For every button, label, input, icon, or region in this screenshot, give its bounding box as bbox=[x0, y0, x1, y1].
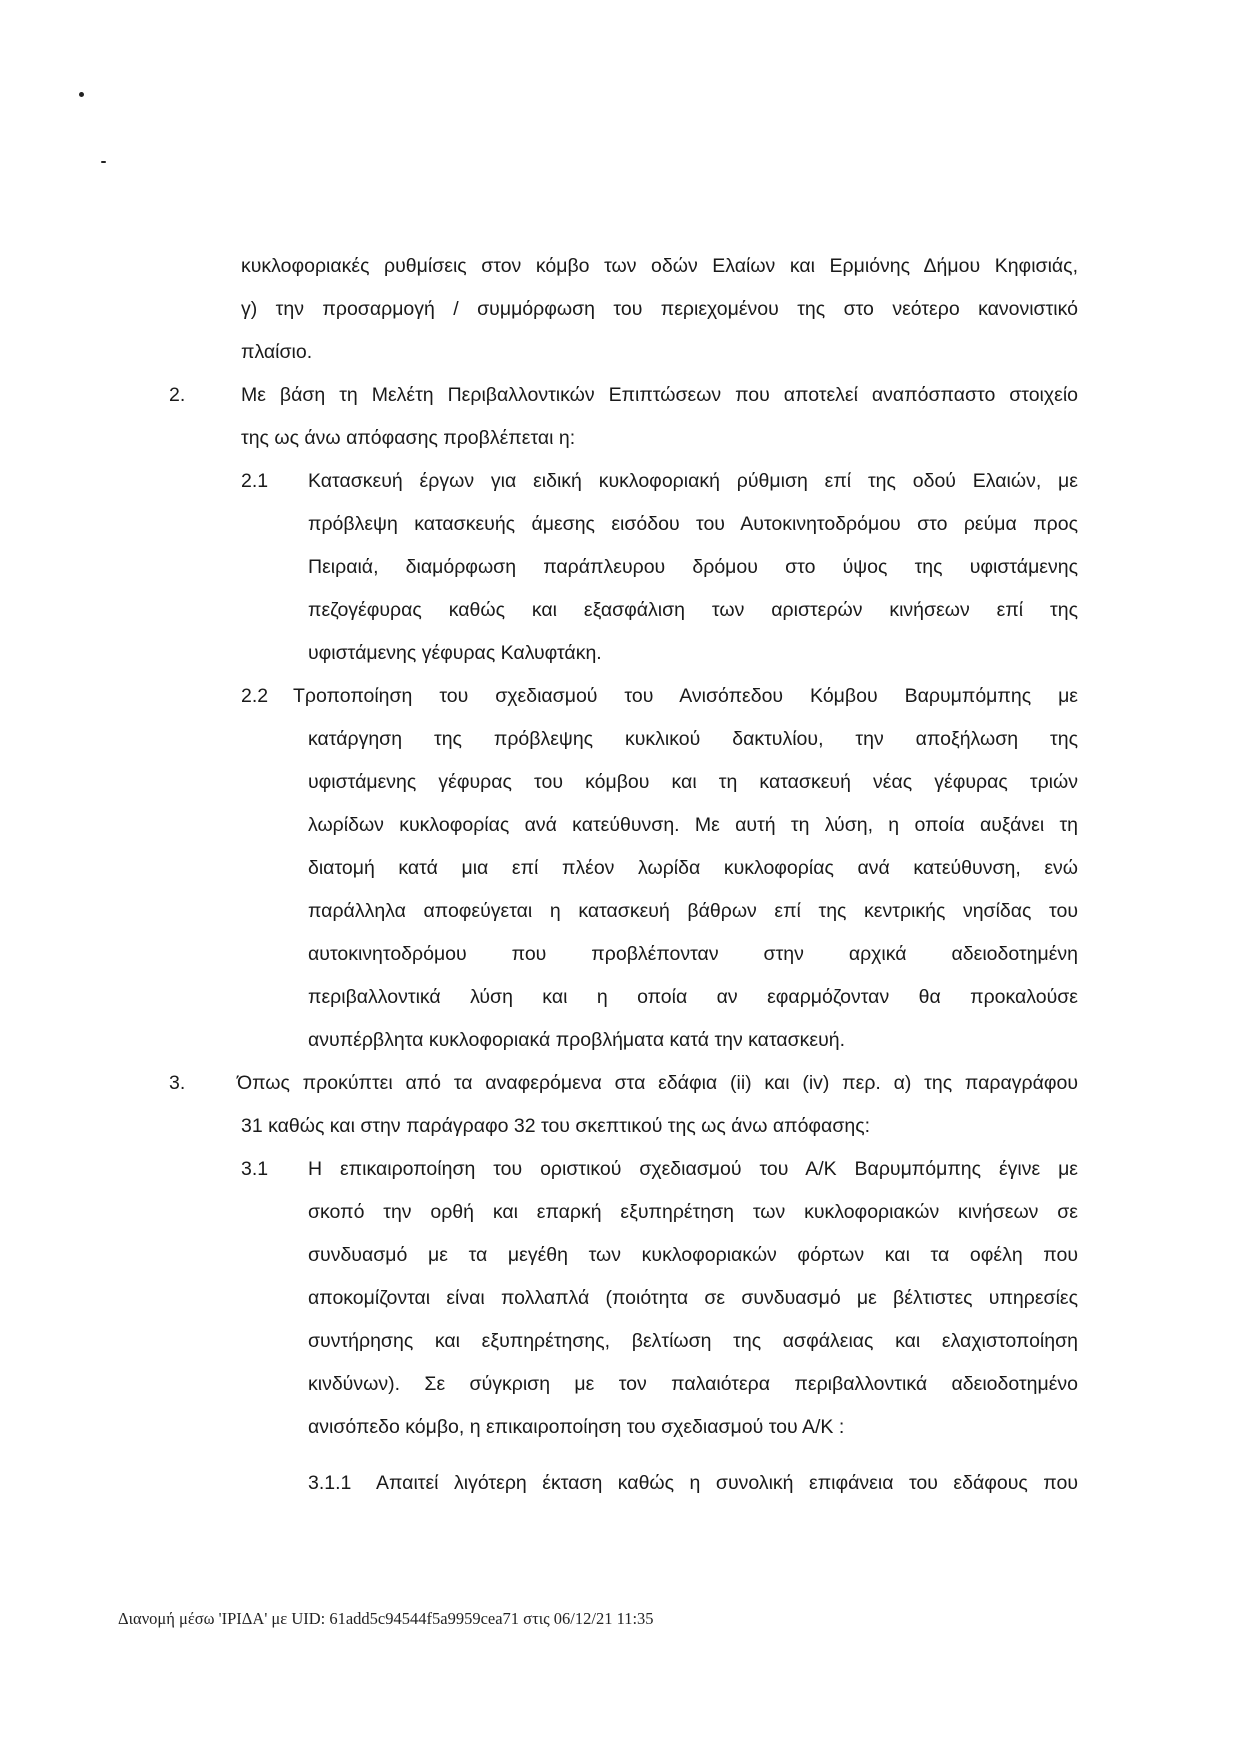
subparagraph-line: Η επικαιροποίηση του οριστικού σχεδιασμού του Α/Κ Βαρυμπόμπης έγινε με bbox=[308, 1158, 1078, 1180]
subparagraph-line: διατομή κατά μια επί πλέον λωρίδα κυκλοφορίας ανά κατεύθυνση, ενώ bbox=[308, 857, 1078, 879]
subparagraph-line: Κατασκευή έργων για ειδική κυκλοφοριακή ρύθμιση επί της οδού Ελαιών, με bbox=[308, 470, 1078, 492]
scan-speck bbox=[79, 92, 84, 97]
subparagraph-number: 3.1.1 bbox=[308, 1472, 352, 1494]
subparagraph-line: αποκομίζονται είναι πολλαπλά (ποιότητα σε συνδυασμό με βέλτιστες υπηρεσίες bbox=[308, 1287, 1078, 1309]
subparagraph-line: κινδύνων). Σε σύγκριση με τον παλαιότερα περιβαλλοντικά αδειοδοτημένο bbox=[308, 1373, 1078, 1395]
subparagraph-line: υφιστάμενης γέφυρας του κόμβου και τη κατασκευή νέας γέφυρας τριών bbox=[308, 771, 1078, 793]
intro-line: πλαίσιο. bbox=[241, 341, 313, 363]
paragraph-line: 31 καθώς και στην παράγραφο 32 του σκεπτικού της ως άνω απόφασης: bbox=[241, 1115, 871, 1137]
subparagraph-line: Πειραιά, διαμόρφωση παράπλευρου δρόμου στο ύψος της υφιστάμενης bbox=[308, 556, 1078, 578]
subparagraph-line: κατάργηση της πρόβλεψης κυκλικού δακτυλίου, την αποξήλωση της bbox=[308, 728, 1078, 750]
paragraph-line: Με βάση τη Μελέτη Περιβαλλοντικών Επιπτώσεων που αποτελεί αναπόσπαστο στοιχείο bbox=[241, 384, 1078, 406]
subparagraph-number: 2.2 bbox=[241, 685, 269, 707]
subparagraph-line: Απαιτεί λιγότερη έκταση καθώς η συνολική επιφάνεια του εδάφους που bbox=[376, 1472, 1078, 1494]
intro-line: κυκλοφοριακές ρυθμίσεις στον κόμβο των οδών Ελαίων και Ερμιόνης Δήμου Κηφισιάς, bbox=[241, 255, 1078, 277]
subparagraph-line: παράλληλα αποφεύγεται η κατασκευή βάθρων επί της κεντρικής νησίδας του bbox=[308, 900, 1078, 922]
intro-line: γ) την προσαρμογή / συμμόρφωση του περιεχομένου της στο νεότερο κανονιστικό bbox=[241, 298, 1078, 320]
distribution-footer: Διανομή μέσω 'ΙΡΙΔΑ' με UID: 61add5c94544f5a9959cea71 στις 06/12/21 11:35 bbox=[118, 1609, 654, 1628]
paragraph-number: 3. bbox=[169, 1072, 186, 1094]
subparagraph-line: σκοπό την ορθή και επαρκή εξυπηρέτηση των κυκλοφοριακών κινήσεων σε bbox=[308, 1201, 1078, 1223]
paragraph-line: της ως άνω απόφασης προβλέπεται η: bbox=[241, 427, 576, 449]
subparagraph-line: ανυπέρβλητα κυκλοφοριακά προβλήματα κατά την κατασκευή. bbox=[308, 1029, 846, 1051]
scan-speck bbox=[101, 161, 106, 163]
subparagraph-line: συντήρησης και εξυπηρέτησης, βελτίωση της ασφάλειας και ελαχιστοποίηση bbox=[308, 1330, 1078, 1352]
subparagraph-line: Τροποποίηση του σχεδιασμού του Ανισόπεδου Κόμβου Βαρυμπόμπης με bbox=[293, 685, 1078, 707]
subparagraph-line: πρόβλεψη κατασκευής άμεσης εισόδου του Αυτοκινητοδρόμου στο ρεύμα προς bbox=[308, 513, 1078, 535]
subparagraph-line: υφιστάμενης γέφυρας Καλυφτάκη. bbox=[308, 642, 602, 664]
subparagraph-line: περιβαλλοντικά λύση και η οποία αν εφαρμόζονταν θα προκαλούσε bbox=[308, 986, 1078, 1008]
subparagraph-line: συνδυασμό με τα μεγέθη των κυκλοφοριακών φόρτων και τα οφέλη που bbox=[308, 1244, 1078, 1266]
paragraph-line: Όπως προκύπτει από τα αναφερόμενα στα εδάφια (ii) και (iv) περ. α) της παραγράφου bbox=[237, 1072, 1078, 1094]
subparagraph-number: 2.1 bbox=[241, 470, 269, 492]
subparagraph-line: αυτοκινητοδρόμου που προβλέπονταν στην αρχικά αδειοδοτημένη bbox=[308, 943, 1078, 965]
subparagraph-number: 3.1 bbox=[241, 1158, 269, 1180]
subparagraph-line: πεζογέφυρας καθώς και εξασφάλιση των αριστερών κινήσεων επί της bbox=[308, 599, 1078, 621]
paragraph-number: 2. bbox=[169, 384, 186, 406]
subparagraph-line: λωρίδων κυκλοφορίας ανά κατεύθυνση. Με αυτή τη λύση, η οποία αυξάνει τη bbox=[308, 814, 1078, 836]
subparagraph-line: ανισόπεδο κόμβο, η επικαιροποίηση του σχεδιασμού του Α/Κ : bbox=[308, 1416, 845, 1438]
